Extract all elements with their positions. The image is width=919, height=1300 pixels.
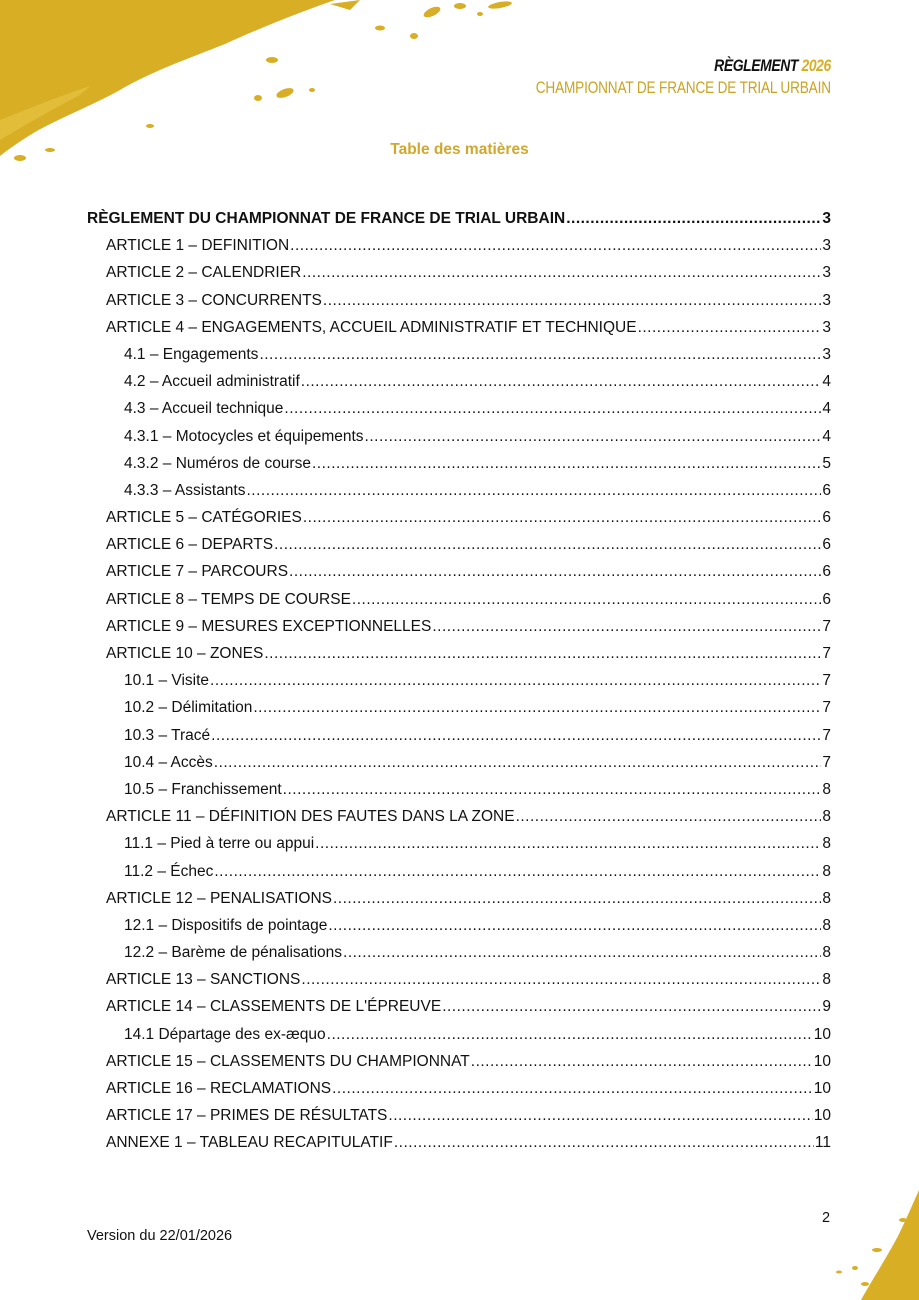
toc-dot-leader	[442, 993, 821, 1020]
toc-entry-page: 8	[822, 835, 831, 853]
toc-dot-leader	[328, 912, 821, 939]
toc-dot-leader	[638, 314, 822, 341]
toc-entry[interactable]	[87, 368, 831, 395]
toc-entry-label: ARTICLE 14 – CLASSEMENTS DE L'ÉPREUVE	[106, 998, 442, 1016]
toc-entry-page: 3	[822, 264, 831, 282]
toc-dot-leader	[303, 504, 822, 531]
toc-entry-page: 3	[822, 210, 831, 227]
document-header	[462, 55, 831, 99]
toc-entry-label: ARTICLE 10 – ZONES	[106, 645, 264, 662]
toc-entry-page: 10	[813, 1025, 831, 1043]
toc-entry[interactable]	[87, 259, 831, 286]
toc-dot-leader	[471, 1048, 813, 1075]
toc-entry[interactable]	[87, 694, 831, 721]
toc-entry[interactable]	[87, 858, 831, 885]
toc-dot-leader	[388, 1102, 812, 1129]
toc-entry-label: 4.2 – Accueil administratif	[124, 373, 300, 391]
toc-entry-page: 11	[814, 1134, 831, 1152]
header-title-word: RÈGLEMENT	[714, 56, 799, 75]
toc-entry[interactable]	[87, 1021, 831, 1048]
header-subtitle: CHAMPIONNAT DE FRANCE DE TRIAL URBAIN	[535, 78, 831, 97]
toc-dot-leader	[516, 803, 822, 830]
toc-dot-leader	[327, 1021, 813, 1048]
toc-entry[interactable]	[87, 830, 831, 857]
toc-entry-label: 12.1 – Dispositifs de pointage	[124, 916, 328, 934]
toc-entry-label: ARTICLE 1 – DEFINITION	[106, 237, 290, 255]
toc-entry-label: ARTICLE 16 – RECLAMATIONS	[106, 1080, 332, 1097]
toc-dot-leader	[284, 395, 821, 422]
toc-dot-leader	[210, 667, 821, 694]
toc-dot-leader	[332, 1075, 813, 1102]
toc-entry-label: ARTICLE 9 – MESURES EXCEPTIONNELLES	[106, 617, 432, 635]
toc-entry-label: ARTICLE 11 – DÉFINITION DES FAUTES DANS LA ZONE	[106, 808, 515, 826]
toc-entry-page: 3	[822, 345, 831, 363]
toc-entry[interactable]	[87, 1048, 831, 1075]
toc-entry-label: 10.1 – Visite	[124, 672, 210, 690]
toc-entry-label: 4.3 – Accueil technique	[124, 400, 284, 418]
toc-dot-leader	[264, 640, 821, 667]
toc-entry-label: 4.3.3 – Assistants	[124, 481, 246, 499]
toc-entry-page: 8	[822, 971, 831, 989]
toc-dot-leader	[432, 613, 821, 640]
toc-entry[interactable]	[87, 395, 831, 422]
toc-dot-leader	[214, 858, 821, 885]
toc-entry-label: 10.3 – Tracé	[124, 726, 211, 744]
toc-entry-page: 10	[813, 1052, 831, 1070]
toc-dot-leader	[333, 885, 821, 912]
toc-entry-page: 6	[822, 481, 831, 499]
toc-entry[interactable]	[87, 776, 831, 803]
toc-entry-page: 10	[813, 1080, 831, 1097]
toc-entry-page: 6	[822, 590, 831, 608]
toc-entry-page: 7	[822, 726, 831, 744]
toc-entry[interactable]	[87, 966, 831, 993]
toc-entry[interactable]	[87, 640, 831, 667]
toc-entry-page: 3	[822, 237, 831, 255]
toc-dot-leader	[343, 939, 821, 966]
header-title-year: 2026	[801, 56, 831, 75]
toc-entry[interactable]	[87, 423, 831, 450]
toc-entry-page: 6	[822, 509, 831, 527]
toc-entry-page: 10	[813, 1107, 831, 1125]
toc-entry-label: ANNEXE 1 – TABLEAU RECAPITULATIF	[106, 1134, 393, 1152]
toc-entry-page: 6	[822, 563, 831, 581]
toc-entry-page: 3	[822, 291, 831, 309]
toc-dot-leader	[312, 450, 821, 477]
page-number: 2	[822, 1210, 831, 1226]
toc-entry-page: 7	[822, 645, 831, 662]
toc-entry[interactable]	[87, 1102, 831, 1129]
toc-entry[interactable]	[87, 722, 831, 749]
toc-entry[interactable]	[87, 531, 831, 558]
toc-entry[interactable]	[87, 613, 831, 640]
header-title	[529, 55, 831, 77]
toc-dot-leader	[315, 830, 821, 857]
toc-dot-leader	[253, 694, 821, 721]
toc-entry[interactable]	[87, 232, 831, 259]
toc-entry-page: 8	[822, 862, 831, 880]
toc-entry-page: 7	[822, 617, 831, 635]
toc-entry[interactable]	[87, 477, 831, 504]
toc-dot-leader	[283, 776, 822, 803]
toc-dot-leader	[323, 287, 821, 314]
toc-dot-leader	[274, 531, 821, 558]
toc-entry-page: 8	[822, 916, 831, 934]
toc-entry-label: ARTICLE 12 – PENALISATIONS	[106, 889, 332, 907]
toc-entry-label: 11.1 – Pied à terre ou appui	[124, 835, 315, 853]
toc-entry-page: 3	[822, 318, 831, 336]
toc-entry[interactable]	[87, 1129, 831, 1156]
toc-entry-page: 7	[822, 753, 831, 771]
toc-dot-leader	[352, 586, 821, 613]
toc-dot-leader	[566, 205, 821, 232]
toc-entry[interactable]	[87, 667, 831, 694]
toc-entry[interactable]	[87, 993, 831, 1020]
footer-version: Version du 22/01/2026	[87, 1228, 233, 1244]
toc-entry-page: 9	[822, 998, 831, 1016]
toc-entry-label: ARTICLE 15 – CLASSEMENTS DU CHAMPIONNAT	[106, 1052, 470, 1070]
toc-heading: Table des matières	[390, 141, 529, 158]
toc-entry-label: ARTICLE 5 – CATÉGORIES	[106, 509, 302, 527]
toc-entry-page: 8	[822, 780, 831, 798]
toc-entry[interactable]	[87, 341, 831, 368]
toc-entry-label: 4.3.2 – Numéros de course	[124, 454, 311, 472]
toc-entry-label: 14.1 Départage des ex-æquo	[124, 1025, 326, 1043]
toc-entry-page: 7	[822, 699, 831, 717]
toc-entry-page: 8	[822, 889, 831, 907]
brush-splash-bottom-right	[799, 1190, 919, 1300]
toc-dot-leader	[301, 368, 822, 395]
table-of-contents	[87, 205, 831, 1157]
toc-dot-leader	[211, 722, 821, 749]
toc-entry[interactable]	[87, 939, 831, 966]
toc-entry-label: ARTICLE 4 – ENGAGEMENTS, ACCUEIL ADMINISTRATIF ET TECHNIQUE	[106, 318, 637, 336]
toc-dot-leader	[394, 1129, 814, 1156]
toc-entry-label: ARTICLE 6 – DEPARTS	[106, 536, 274, 554]
toc-entry[interactable]	[87, 1075, 831, 1102]
toc-entry[interactable]	[87, 912, 831, 939]
toc-entry[interactable]	[87, 885, 831, 912]
toc-entry-page: 8	[822, 944, 831, 962]
toc-dot-leader	[247, 477, 822, 504]
toc-entry-label: ARTICLE 17 – PRIMES DE RÉSULTATS	[106, 1107, 388, 1125]
toc-entry-label: ARTICLE 8 – TEMPS DE COURSE	[106, 590, 351, 608]
toc-entry[interactable]	[87, 558, 831, 585]
toc-entry-label: RÈGLEMENT DU CHAMPIONNAT DE FRANCE DE TRIAL URBAIN	[87, 210, 566, 227]
toc-dot-leader	[214, 749, 822, 776]
toc-entry[interactable]	[87, 586, 831, 613]
toc-dot-leader	[290, 232, 821, 259]
toc-dot-leader	[302, 259, 821, 286]
toc-dot-leader	[365, 423, 822, 450]
toc-entry-label: 11.2 – Échec	[124, 862, 214, 880]
toc-entry-page: 6	[822, 536, 831, 554]
toc-entry-label: 10.5 – Franchissement	[124, 780, 282, 798]
toc-entry-label: 10.2 – Délimitation	[124, 699, 253, 717]
toc-entry[interactable]	[87, 205, 831, 232]
toc-entry-page: 8	[822, 808, 831, 826]
toc-dot-leader	[301, 966, 821, 993]
toc-entry-page: 5	[822, 454, 831, 472]
toc-entry[interactable]	[87, 314, 831, 341]
toc-entry-page: 4	[822, 427, 831, 445]
toc-entry[interactable]	[87, 803, 831, 830]
toc-entry-label: ARTICLE 2 – CALENDRIER	[106, 264, 302, 282]
toc-entry-label: ARTICLE 3 – CONCURRENTS	[106, 291, 322, 309]
toc-entry-label: 4.3.1 – Motocycles et équipements	[124, 427, 364, 445]
toc-entry-label: 4.1 – Engagements	[124, 345, 259, 363]
toc-entry-page: 7	[822, 672, 831, 690]
toc-entry[interactable]	[87, 450, 831, 477]
toc-entry-label: ARTICLE 7 – PARCOURS	[106, 563, 289, 581]
toc-entry-label: ARTICLE 13 – SANCTIONS	[106, 971, 301, 989]
toc-entry-page: 4	[822, 400, 831, 418]
toc-dot-leader	[289, 558, 821, 585]
toc-entry-page: 4	[822, 373, 831, 391]
toc-entry[interactable]	[87, 749, 831, 776]
toc-dot-leader	[259, 341, 821, 368]
toc-entry[interactable]	[87, 287, 831, 314]
toc-entry-label: 12.2 – Barème de pénalisations	[124, 944, 343, 962]
toc-entry-label: 10.4 – Accès	[124, 753, 213, 771]
toc-entry[interactable]	[87, 504, 831, 531]
